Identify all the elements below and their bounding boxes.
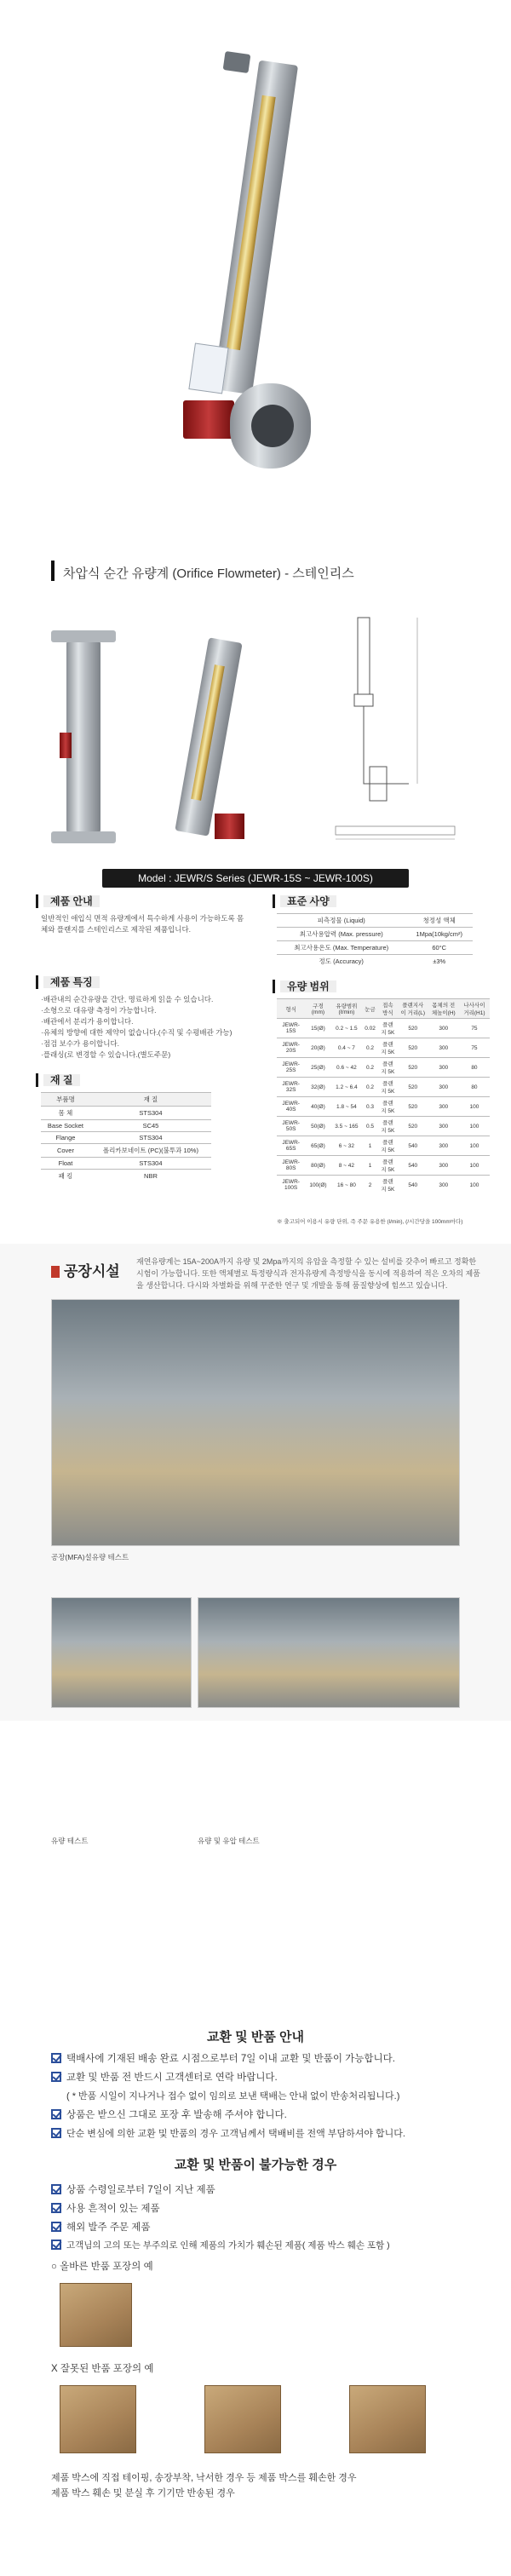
dimension-drawing <box>332 613 460 843</box>
spec-section <box>0 894 511 1235</box>
factory-section <box>0 1244 511 1721</box>
check-icon <box>51 2203 61 2213</box>
check-icon <box>51 2053 61 2063</box>
flanged-meter-socket <box>60 733 72 758</box>
factory-caption-flow: 유량 테스트 <box>51 1837 89 1845</box>
guide-note: ( * 반품 시일이 지나거나 접수 없이 임의로 보낸 택배는 안내 없이 반송처리됩니다.) <box>66 2091 400 2102</box>
product-title-bar <box>0 554 511 588</box>
table-row: JEWR-65S 65(Ø) 6 ~ 32 1 플랜지 5K 540 300 100 <box>277 1136 490 1156</box>
good-box-image <box>60 2283 132 2347</box>
guide-item: 단순 변심에 의한 교환 및 반품의 경우 고객님께서 택배비를 전액 부담하셔야 합니다. <box>51 2126 405 2140</box>
factory-caption-pressure: 유량 및 유압 테스트 <box>198 1837 260 1845</box>
guide-item: 사용 흔적이 있는 제품 <box>51 2201 160 2215</box>
bad-desc-2: 제품 박스 훼손 및 분실 후 기기만 반송된 경우 <box>51 2488 235 2498</box>
model-banner <box>0 869 511 889</box>
heading-marker-icon <box>51 1266 60 1278</box>
material-col-part: 부품명 <box>41 1093 90 1107</box>
table-row: JEWR-32S 32(Ø) 1.2 ~ 6.4 0.2 플랜지 5K 520 300 80 <box>277 1078 490 1097</box>
table-row: Cover 폴리카보네이트 (PC)(불투과 10%) <box>41 1144 211 1158</box>
feature-item: ·유체의 방향에 대한 제약이 없습니다.(수직 및 수평배관 가능) <box>41 1028 233 1037</box>
features-list <box>41 994 245 1061</box>
table-row: 패 킹 NBR <box>41 1170 211 1183</box>
return-guide <box>0 2027 511 2573</box>
threaded-meter-socket <box>215 814 244 839</box>
heading-flow-range: 유량 범위 <box>273 980 336 993</box>
heading-product-info: 제품 안내 <box>36 894 100 908</box>
guide-title: 교환 및 반품 안내 <box>207 2030 304 2044</box>
flow-note: ※ 출고되어 이용시 유량 단위, 즉 주문 유용한 (l/min), (/시간당을 100mm마다) <box>277 1219 463 1225</box>
table-row: 피측정물 (Liquid) 청정성 액체 <box>277 914 473 928</box>
check-icon <box>51 2109 61 2119</box>
heading-material: 재 질 <box>36 1073 80 1087</box>
bad-box-image-1 <box>60 2385 136 2453</box>
table-row: JEWR-40S 40(Ø) 1.8 ~ 54 0.3 플랜지 5K 520 300 100 <box>277 1097 490 1117</box>
bad-packaging-label: X 잘못된 반품 포장의 예 <box>51 2364 154 2374</box>
feature-item: ·소형으로 대유량 측정이 가능합니다. <box>41 1006 157 1015</box>
guide-item: 해외 발주 주문 제품 <box>51 2220 150 2234</box>
check-icon <box>51 2072 61 2082</box>
table-row: JEWR-15S 15(Ø) 0.2 ~ 1.5 0.02 플랜지 5K 520 300 75 <box>277 1019 490 1038</box>
table-row: JEWR-100S 100(Ø) 16 ~ 80 2 플랜지 5K 540 300 100 <box>277 1176 490 1195</box>
check-icon <box>51 2222 61 2232</box>
table-row: 최고사용압력 (Max. pressure) 1Mpa(10kg/cm²) <box>277 928 473 941</box>
flowmeter-cap <box>223 51 251 73</box>
flanged-meter-image <box>66 639 100 835</box>
guide-title-2: 교환 및 반품이 불가능한 경우 <box>174 2158 337 2172</box>
check-icon <box>51 2184 61 2194</box>
check-icon <box>51 2240 61 2250</box>
factory-photo-main <box>51 1299 460 1546</box>
guide-item: 고객님의 고의 또는 부주의로 인해 제품의 가치가 훼손된 제품( 제품 박스 훼손 포함 ) <box>51 2239 390 2251</box>
feature-item: ·배관에서 분리가 용이합니다. <box>41 1017 134 1026</box>
feature-item: ·플래싱(로 변경할 수 있습니다.(별도주문) <box>41 1050 171 1059</box>
flange-top <box>51 630 116 642</box>
heading-features: 제품 특징 <box>36 975 100 989</box>
hero-product-image <box>0 0 511 511</box>
check-icon <box>51 2128 61 2138</box>
table-row: JEWR-50S 50(Ø) 3.5 ~ 165 0.5 플랜지 5K 520 300 100 <box>277 1117 490 1136</box>
table-row: Flange STS304 <box>41 1132 211 1144</box>
table-row: 정도 (Accuracy) ±3% <box>277 955 473 969</box>
bad-box-image-3 <box>349 2385 426 2453</box>
table-row: Base Socket SC45 <box>41 1120 211 1132</box>
bad-desc-1: 제품 박스에 직접 테이핑, 송장부착, 낙서한 경우 등 제품 박스를 훼손한 경우 <box>51 2473 357 2483</box>
table-row: JEWR-20S 20(Ø) 0.4 ~ 7 0.2 플랜지 5K 520 300 75 <box>277 1038 490 1058</box>
table-row: JEWR-25S 25(Ø) 0.6 ~ 42 0.2 플랜지 5K 520 300 80 <box>277 1058 490 1078</box>
standard-spec-table <box>277 913 473 968</box>
table-row: 최고사용온도 (Max. Temperature) 60°C <box>277 941 473 955</box>
feature-item: ·배관내의 순간유량을 간단, 명료하게 읽을 수 있습니다. <box>41 995 214 1003</box>
model-text: Model : JEWR/S Series (JEWR-15S ~ JEWR-100S) <box>102 869 409 888</box>
factory-caption-main: 공장(MFA)설유량 테스트 <box>51 1553 129 1561</box>
guide-item: 교환 및 반품 전 반드시 고객센터로 연락 바랍니다. <box>51 2070 278 2084</box>
heading-standard-spec: 표준 사양 <box>273 894 336 908</box>
table-row: 몸 체 STS304 <box>41 1107 211 1120</box>
feature-item: ·점검 보수가 용이합니다. <box>41 1039 120 1048</box>
guide-item: 상품은 받으신 그대로 포장 후 발송해 주셔야 합니다. <box>51 2107 287 2121</box>
bad-box-image-2 <box>204 2385 281 2453</box>
flange-bottom <box>51 831 116 843</box>
good-packaging-label: ○ 올바른 반품 포장의 예 <box>51 2262 153 2272</box>
material-col-material: 재 질 <box>90 1093 211 1107</box>
title-accent <box>51 561 55 581</box>
guide-item: 택배사에 기재된 배송 완료 시점으로부터 7일 이내 교환 및 반품이 가능합니다. <box>51 2051 395 2065</box>
flowmeter-base-socket <box>183 400 234 439</box>
factory-photo-pressure-test <box>198 1597 460 1708</box>
flow-range-table: 형식 구경 (mm) 유량범위 (ℓ/min) 눈금 접속방식 플랜지사이 거리(L) 몸체의 전체높이(H) 나사사이 거리(H1) JEWR-15S 15(Ø) 0.2 ~ 1.5 0.02 플랜지 5K 520 300 75 JEWR-20S 20(Ø) 0.4 ~ 7 0.2 플랜지 5K 520 300 75 JEWR-25S 25(Ø) 0.6 ~ 42 0.2 플랜지 5K 520 300 80 JEWR-32S 32(Ø) 1.2 ~ 6.4 0.2 플랜지 5K 520 300 80 JEWR-40S 40(Ø) 1.8 ~ 54 0.3 플랜지 5K 520 300 100 JEWR-50S 50(Ø) 3.5 ~ 165 0.5 플랜지 5K 520 300 100 JEWR-65S 65(Ø) 6 ~ 32 1 플랜지 5K 540 300 100 JEWR-80S 80(Ø) 8 ~ 42 1 플랜지 5K 540 300 100 JEWR-100S 100(Ø) 16 ~ 80 2 플랜지 5K 540 300 100 <box>277 998 490 1194</box>
factory-heading: 공장시설 <box>51 1259 120 1280</box>
guide-item: 상품 수령일로부터 7일이 지난 제품 <box>51 2182 215 2196</box>
factory-description: 재연유량계는 15A~200A까지 유량 및 2Mpa까지의 유압을 측정할 수 있는 설비를 갖추어 빠르고 정확한 시험이 가능합니다. 또한 액체별로 특정량식과 전자유량계 측정방식을 동시에 적용하여 적은 오차의 제품을 생산합니다. 다시와 차별화를 위해 꾸준한 연구 및 개발을 통해 품질향상에 힘쓰고 있습니다. <box>136 1257 480 1290</box>
product-title: 차압식 순간 유량계 (Orifice Flowmeter) - 스테인리스 <box>63 566 354 581</box>
product-info-text: 일반적인 애입식 면적 유량계에서 특수하게 사용이 가능하도록 몸체와 플랜지를 스테인리스로 제작된 제품입니다. <box>41 914 244 934</box>
flowmeter-label-plate <box>188 342 228 394</box>
product-views <box>0 596 511 865</box>
factory-photo-flow-test <box>51 1597 192 1708</box>
table-row: JEWR-80S 80(Ø) 8 ~ 42 1 플랜지 5K 540 300 100 <box>277 1156 490 1176</box>
table-row: Float STS304 <box>41 1158 211 1170</box>
material-table <box>41 1092 211 1182</box>
pipe-opening <box>251 405 294 447</box>
